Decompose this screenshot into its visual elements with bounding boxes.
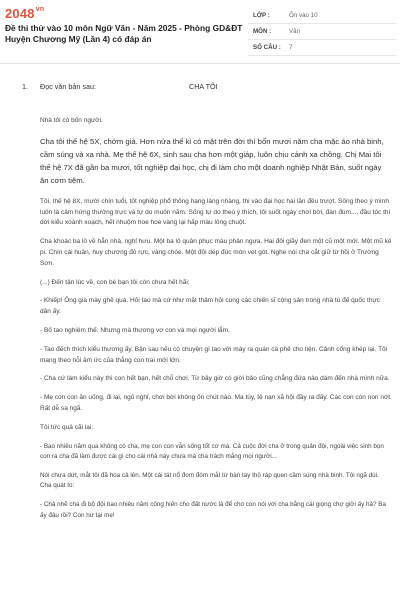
passage-title: CHA TÔI (189, 82, 218, 91)
passage-paragraph: Tôi, thế hệ 8X, mười chín tuổi, tốt nghiệp phổ thông hạng làng nhàng, thi vào đại học hai lần đều trượt. Sống theo ý mình luôn là cảm hứng thường trực và tự do muôn năm. Sống tự do theo ý thích, tôi suốt ngày chơi bời, đàn đúm..., đầu tóc thì dời kiểu xoành xoạch, hết nhuộm hoe hoe vàng lại hấp màu lông chuột. (40, 197, 391, 227)
meta-key: MÔN : (253, 28, 272, 35)
passage-paragraph: - Bao nhiêu năm qua không có cha, mẹ con con vẫn sống tốt cơ mà. Cả cuộc đời cha ở trong quân đội, ngoài việc sinh bọn con ra cha đã làm được cái gì cho cái nhà này chưa mà cha trách mắng mọi người... (40, 442, 384, 461)
page-header (0, 0, 400, 64)
meta-row-class (248, 8, 396, 24)
passage-paragraph: Nói chưa dứt, mắt tôi đã hoa cả lên. Một cái tát nổ đom đóm mắt từ bàn tay thô ráp quen cầm súng nhà binh. Tôi ngã dúi. Cha quát to: (40, 471, 379, 490)
exam-meta-table (248, 8, 396, 56)
meta-value: 7 (289, 44, 293, 51)
passage-paragraph: Tôi tức quá cãi lại: (40, 423, 94, 431)
passage-paragraph: (...) Đến tận lúc về, con bé bạn tôi còn chưa hết hãi: (40, 278, 190, 286)
passage-paragraph: - Bố tao nghiêm thế. Nhưng mà thương vợ con và mọi người lắm. (40, 326, 230, 334)
meta-row-question-count (248, 40, 396, 56)
logo-text: 2048 (5, 6, 35, 21)
meta-value: Ôn vào 10 (289, 12, 318, 19)
passage-paragraph: - Khiếp! Ông già mày ghê quá. Hỏi tao mà cứ như mặt thâm hỏi cung các chiến sĩ cộng sản trong nhà tù đế quốc thực dân ấy. (40, 297, 381, 316)
meta-row-subject (248, 24, 396, 40)
passage-paragraph: - Mẹ con con ăn uống, đi lại, ngủ nghỉ, chơi bời không ốn chút nào. Ma túy, tệ nạn xã hội đầy ra đấy. Các con còn non nớt. Rất dễ sa ngã. (40, 394, 392, 412)
exam-title: Đề thi thử vào 10 môn Ngữ Văn - Năm 2025 - Phòng GD&ĐT Huyện Chương Mỹ (Lần 4) có đáp án (5, 23, 243, 44)
site-logo[interactable] (5, 6, 44, 21)
logo-suffix: vn (35, 6, 45, 13)
question-number: 1. (22, 82, 28, 91)
meta-value: Văn (289, 28, 301, 35)
passage-paragraph: Cha khoác ba lô về hẳn nhà, nghỉ hưu. Một ba lô quân phục màu phân ngựa. Hai đôi giầy đen một cũ một mới. Một mũ kê pi. Chín cái huân, huy chương đỏ rực, vàng chóe. Một đôi dép đúc mòn vẹt gót. Nghe nói cha cắt giữ từ hồi ở Trường Sơn. (40, 238, 392, 267)
meta-key: LỚP : (253, 12, 270, 19)
passage-paragraph: Nhà tôi có bốn người. (40, 117, 103, 124)
passage-paragraph: - Tao đếch thích kiểu thương ấy. Bận sau nếu có chuyện gì tao với mày ra quán cà phê cho tiện. Cảnh cổng khép lại. Tôi mang theo nỗi ám ức của thằng con trai mới lớn. (40, 345, 388, 364)
meta-key: SỐ CÂU : (253, 44, 281, 51)
passage-paragraph: - Cha cứ làm kiểu này thì con hết bạn, hết chỗ chơi. Từ bây giờ có giời bảo cũng chẳng đứa nào dám đến nhà mình nữa. (40, 375, 390, 383)
question-prompt: Đọc văn bản sau: (40, 82, 96, 91)
reading-passage (40, 116, 392, 529)
passage-paragraph: - Chả nhẽ cha đi bộ đội bao nhiêu năm cống hiến cho đất nước là để cho con nói với cha bằng cái giọng chợ giời ấy hả? Ba ấy đâu rồi? Con hư tại mẹ! (40, 500, 386, 519)
passage-paragraph: Cha tôi thế hệ 5X, chớm già. Hơn nửa thế kỉ có mặt trên đời thì bốn mươi năm cha mặc áo nhà binh, cầm súng và xa nhà. Mẹ thế hệ 6X, sinh sau cha hơn một giáp, luôn chịu cảnh xa chồng. Chị Mai tôi thế hệ 7X đã gần ba mươi, tốt nghiệp đại học, chị đi làm cho một doanh nghiệp Nhật Bản, suốt ngày ăn cơm tiệm. (40, 136, 384, 185)
